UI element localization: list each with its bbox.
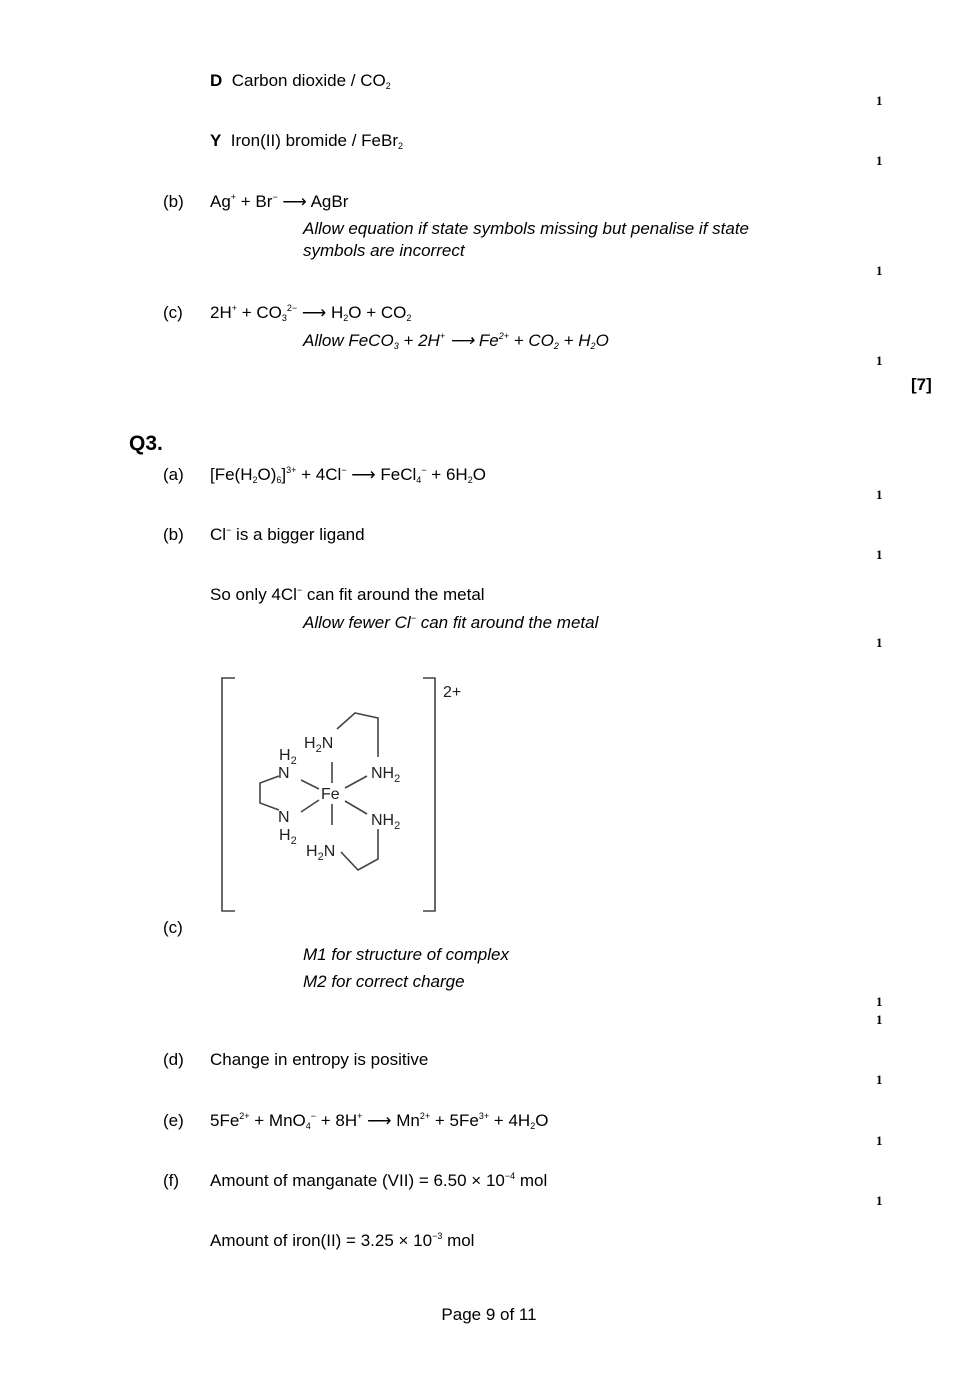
mark: 1 xyxy=(876,547,883,562)
q3-part-e-label: (e) xyxy=(163,1111,184,1130)
mark: 1 xyxy=(876,994,883,1009)
answer-d-text: Carbon dioxide / CO xyxy=(231,71,386,90)
note-fit-a: Allow fewer Cl xyxy=(303,613,411,632)
equation-redox: $5Fe^{2+} + MnO_4^- + 8H^+$ ⟶ $Mn^{2+} + 5Fe^{3+} + 4H_2O$ xyxy=(210,1111,549,1131)
ligand-n-left-top: N xyxy=(278,765,290,782)
ligand-n-right-bottom: $NH_2$ xyxy=(371,812,401,832)
ligand-h2-left-bottom: $H_2$ xyxy=(279,827,297,847)
mark: 1 xyxy=(876,93,883,108)
ligand-n-top: $H_2N$ xyxy=(304,735,334,755)
mark: 1 xyxy=(876,635,883,650)
mark: 1 xyxy=(876,1072,883,1087)
answer-iron-a: Amount of iron(II) = 3.25 × 10 xyxy=(210,1231,433,1250)
answer-ligand: Cl− is a bigger ligand xyxy=(210,525,365,544)
answer-y: Y Iron(II) bromide / FeBr$_2$ xyxy=(210,131,404,151)
ligand-n-bottom: $H_2N$ xyxy=(306,843,336,863)
ligand-n-right-top: $NH_2$ xyxy=(371,765,401,785)
answer-y-label: Y xyxy=(210,131,222,150)
answer-fit-b: can fit around the metal xyxy=(302,585,485,604)
mark: 1 xyxy=(876,1012,883,1027)
note-b-1: Allow equation if state symbols missing but penalise if state xyxy=(303,219,750,238)
note-m1: M1 for structure of complex xyxy=(303,945,509,964)
note-b-2: symbols are incorrect xyxy=(303,241,465,260)
q3-part-b-label: (b) xyxy=(163,525,184,544)
answer-manganate-a: Amount of manganate (VII) = 6.50 × 10 xyxy=(210,1171,505,1190)
equation-fecl4: $[Fe(H_2O)_6]^{3+} + 4Cl^-$ ⟶ FeCl$_4$− + $6H_2O$ xyxy=(210,465,486,485)
answer-ligand-text: is a bigger ligand xyxy=(231,525,365,544)
charge-label: 2+ xyxy=(443,684,462,701)
note-m2: M2 for correct charge xyxy=(303,972,465,991)
answer-y-text: Iron(II) bromide / FeBr xyxy=(230,131,399,150)
answer-d: D Carbon dioxide / $CO_2$ xyxy=(210,71,391,91)
complex-structure-diagram xyxy=(215,672,475,917)
note-fit-b: can fit around the metal xyxy=(415,613,599,632)
ligand-h2-left-top: $H_2$ xyxy=(279,747,297,767)
q3-part-a-label: (a) xyxy=(163,465,184,484)
answer-manganate: Amount of manganate $(VII) = 6.50 \times 10^{-4}$ mol xyxy=(210,1171,548,1190)
equation-agbr: Ag+ + Br− ⟶ AgBr xyxy=(210,192,349,211)
mark: 1 xyxy=(876,153,883,168)
equation-carbonate: $2H^+ + CO_3^{2-}$ ⟶ $H_2O + CO_2$ xyxy=(210,303,412,323)
answer-iron: Amount of iron(II) = $3.25 \times 10^{-3}$ mol xyxy=(210,1231,475,1250)
answer-d-label: D xyxy=(210,71,223,90)
answer-manganate-b: mol xyxy=(515,1171,548,1190)
mark: 1 xyxy=(876,1133,883,1148)
metal-label: Fe xyxy=(321,786,340,803)
page-footer: Page 9 of 11 xyxy=(441,1305,537,1324)
mark: 1 xyxy=(876,263,883,278)
ligand-n-left-bottom: N xyxy=(278,809,290,826)
answer-entropy: Change in entropy is positive xyxy=(210,1050,429,1069)
q3-part-d-label: (d) xyxy=(163,1050,184,1069)
answer-fit: So only 4Cl− can fit around the metal xyxy=(210,585,485,604)
q3-part-f-label: (f) xyxy=(163,1171,180,1190)
answer-iron-b: mol xyxy=(442,1231,475,1250)
part-c-label: (c) xyxy=(163,303,183,322)
part-b-label: (b) xyxy=(163,192,184,211)
note-fit: Allow fewer Cl− can fit around the metal xyxy=(303,613,599,632)
mark: 1 xyxy=(876,353,883,368)
mark: 1 xyxy=(876,1193,883,1208)
q3-part-c-label: (c) xyxy=(163,918,183,937)
question-heading: Q3. xyxy=(129,432,163,455)
note-c: Allow FeCO$_3$ + 2H+ ⟶ $Fe^{2+} + CO_2 + H_2O$ xyxy=(303,331,609,351)
answer-fit-a: So only 4Cl xyxy=(210,585,297,604)
question-total: [7] xyxy=(911,375,932,394)
mark: 1 xyxy=(876,487,883,502)
